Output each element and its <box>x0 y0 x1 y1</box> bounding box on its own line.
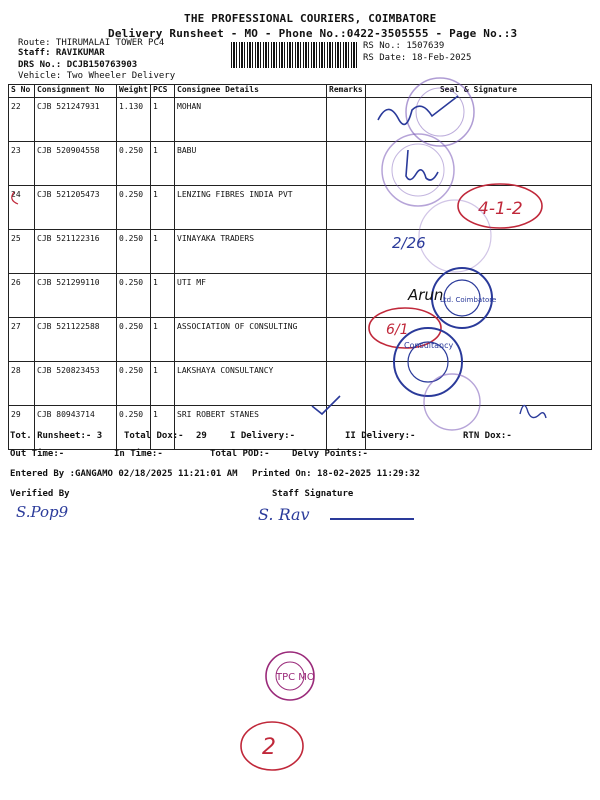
cell-weight: 0.250 <box>117 142 151 186</box>
cell-pcs: 1 <box>151 230 175 274</box>
staff-signature: S. Rav <box>258 505 310 524</box>
total-dox-label: Total Dox:- <box>124 431 184 441</box>
cell-weight: 0.250 <box>117 274 151 318</box>
col-weight: Weight <box>117 85 151 98</box>
handwritten-signature <box>520 405 546 418</box>
entered-by: Entered By :GANGAMO 02/18/2025 11:21:01 AM <box>10 469 238 479</box>
in-time: In Time:- <box>114 449 163 459</box>
rs-date: RS Date: 18-Feb-2025 <box>363 53 472 63</box>
cell-consignment: CJB 521205473 <box>35 186 117 230</box>
col-sno: S No <box>9 85 35 98</box>
cell-consignee: SRI ROBERT STANES <box>175 406 327 450</box>
cell-pcs: 1 <box>151 406 175 450</box>
cell-weight: 0.250 <box>117 362 151 406</box>
cell-sno: 22 <box>9 98 35 142</box>
handwritten-number: 2 <box>262 735 276 760</box>
check-mark <box>312 396 340 414</box>
delvy-points: Delvy Points:- <box>292 449 368 459</box>
col-seal-signature: Seal & Signature <box>365 85 591 98</box>
cell-consignee: LAKSHAYA CONSULTANCY <box>175 362 327 406</box>
cell-consignment: CJB 80943714 <box>35 406 117 450</box>
tot-runsheet: Tot. Runsheet:- 3 <box>10 431 103 441</box>
stamp-text: Consultancy <box>404 341 454 350</box>
staff-label: Staff: RAVIKUMAR <box>18 48 105 58</box>
cell-pcs: 1 <box>151 318 175 362</box>
cell-consignee: UTI MF <box>175 274 327 318</box>
stamp-text: Ltd. Coimbatore <box>440 296 497 304</box>
col-pcs: PCS <box>151 85 175 98</box>
cell-consignee: ASSOCIATION OF CONSULTING <box>175 318 327 362</box>
cell-sno: 26 <box>9 274 35 318</box>
cell-consignment: CJB 520823453 <box>35 362 117 406</box>
rtn-dox: RTN Dox:- <box>463 431 512 441</box>
cell-sno: 24 <box>9 186 35 230</box>
cell-consignee: MOHAN <box>175 98 327 142</box>
i-delivery: I Delivery:- <box>230 431 296 441</box>
cell-pcs: 1 <box>151 186 175 230</box>
staff-signature-label: Staff Signature <box>272 489 354 499</box>
total-pod: Total POD:- <box>210 449 270 459</box>
cell-consignment: CJB 520904558 <box>35 142 117 186</box>
cell-consignee: VINAYAKA TRADERS <box>175 230 327 274</box>
cell-sno: 29 <box>9 406 35 450</box>
red-circle-mark <box>236 716 310 776</box>
route-label: Route: THIRUMALAI TOWER PC4 <box>18 38 165 48</box>
ii-delivery: II Delivery:- <box>345 431 416 441</box>
round-seal-stamp <box>419 200 491 272</box>
cell-consignment: CJB 521299110 <box>35 274 117 318</box>
cell-sno: 28 <box>9 362 35 406</box>
signature-underline <box>330 518 414 520</box>
company-seal-stamp <box>394 328 462 396</box>
cell-pcs: 1 <box>151 274 175 318</box>
total-dox-value: 29 <box>196 431 207 441</box>
verified-signature: S.Pop9 <box>16 503 69 521</box>
handwritten-signature: Arun <box>408 286 444 304</box>
cell-weight: 0.250 <box>117 406 151 450</box>
col-remarks: Remarks <box>327 85 366 98</box>
cell-sno: 27 <box>9 318 35 362</box>
cell-weight: 0.250 <box>117 230 151 274</box>
red-tick-mark <box>12 192 18 204</box>
round-seal-stamp <box>424 374 480 430</box>
cell-consignment: CJB 521247931 <box>35 98 117 142</box>
cell-consignee: BABU <box>175 142 327 186</box>
handwritten-signature <box>406 150 438 180</box>
handwritten-signature <box>378 96 458 124</box>
drs-label: DRS No.: DCJB150763903 <box>18 60 138 70</box>
cell-pcs: 1 <box>151 362 175 406</box>
round-seal-stamp <box>406 78 474 146</box>
handwritten-mark: 4-1-2 <box>478 199 523 219</box>
cell-consignment: CJB 521122316 <box>35 230 117 274</box>
cell-consignment: CJB 521122588 <box>35 318 117 362</box>
runsheet-subtitle: Delivery Runsheet - MO - Phone No.:0422-3505555 - Page No.:3 <box>108 27 518 40</box>
cell-sno: 23 <box>9 142 35 186</box>
col-consignee: Consignee Details <box>175 85 327 98</box>
tpc-mo-stamp <box>260 646 320 706</box>
cell-sno: 25 <box>9 230 35 274</box>
cell-pcs: 1 <box>151 142 175 186</box>
rs-no: RS No.: 1507639 <box>363 41 445 51</box>
company-title: THE PROFESSIONAL COURIERS, COIMBATORE <box>184 12 437 25</box>
out-time: Out Time:- <box>10 449 65 459</box>
cell-consignee: LENZING FIBRES INDIA PVT <box>175 186 327 230</box>
col-consignment: Consignment No <box>35 85 117 98</box>
cell-weight: 0.250 <box>117 318 151 362</box>
stamp-text: TPC MO <box>276 672 315 683</box>
cell-weight: 1.130 <box>117 98 151 142</box>
vehicle-label: Vehicle: Two Wheeler Delivery <box>18 71 176 81</box>
cell-weight: 0.250 <box>117 186 151 230</box>
round-seal-stamp <box>382 134 454 206</box>
verified-by-label: Verified By <box>10 489 70 499</box>
handwritten-mark: 6/1 <box>386 322 409 338</box>
cell-pcs: 1 <box>151 98 175 142</box>
printed-on: Printed On: 18-02-2025 11:29:32 <box>252 469 420 479</box>
handwritten-signature: 2/26 <box>392 234 426 252</box>
